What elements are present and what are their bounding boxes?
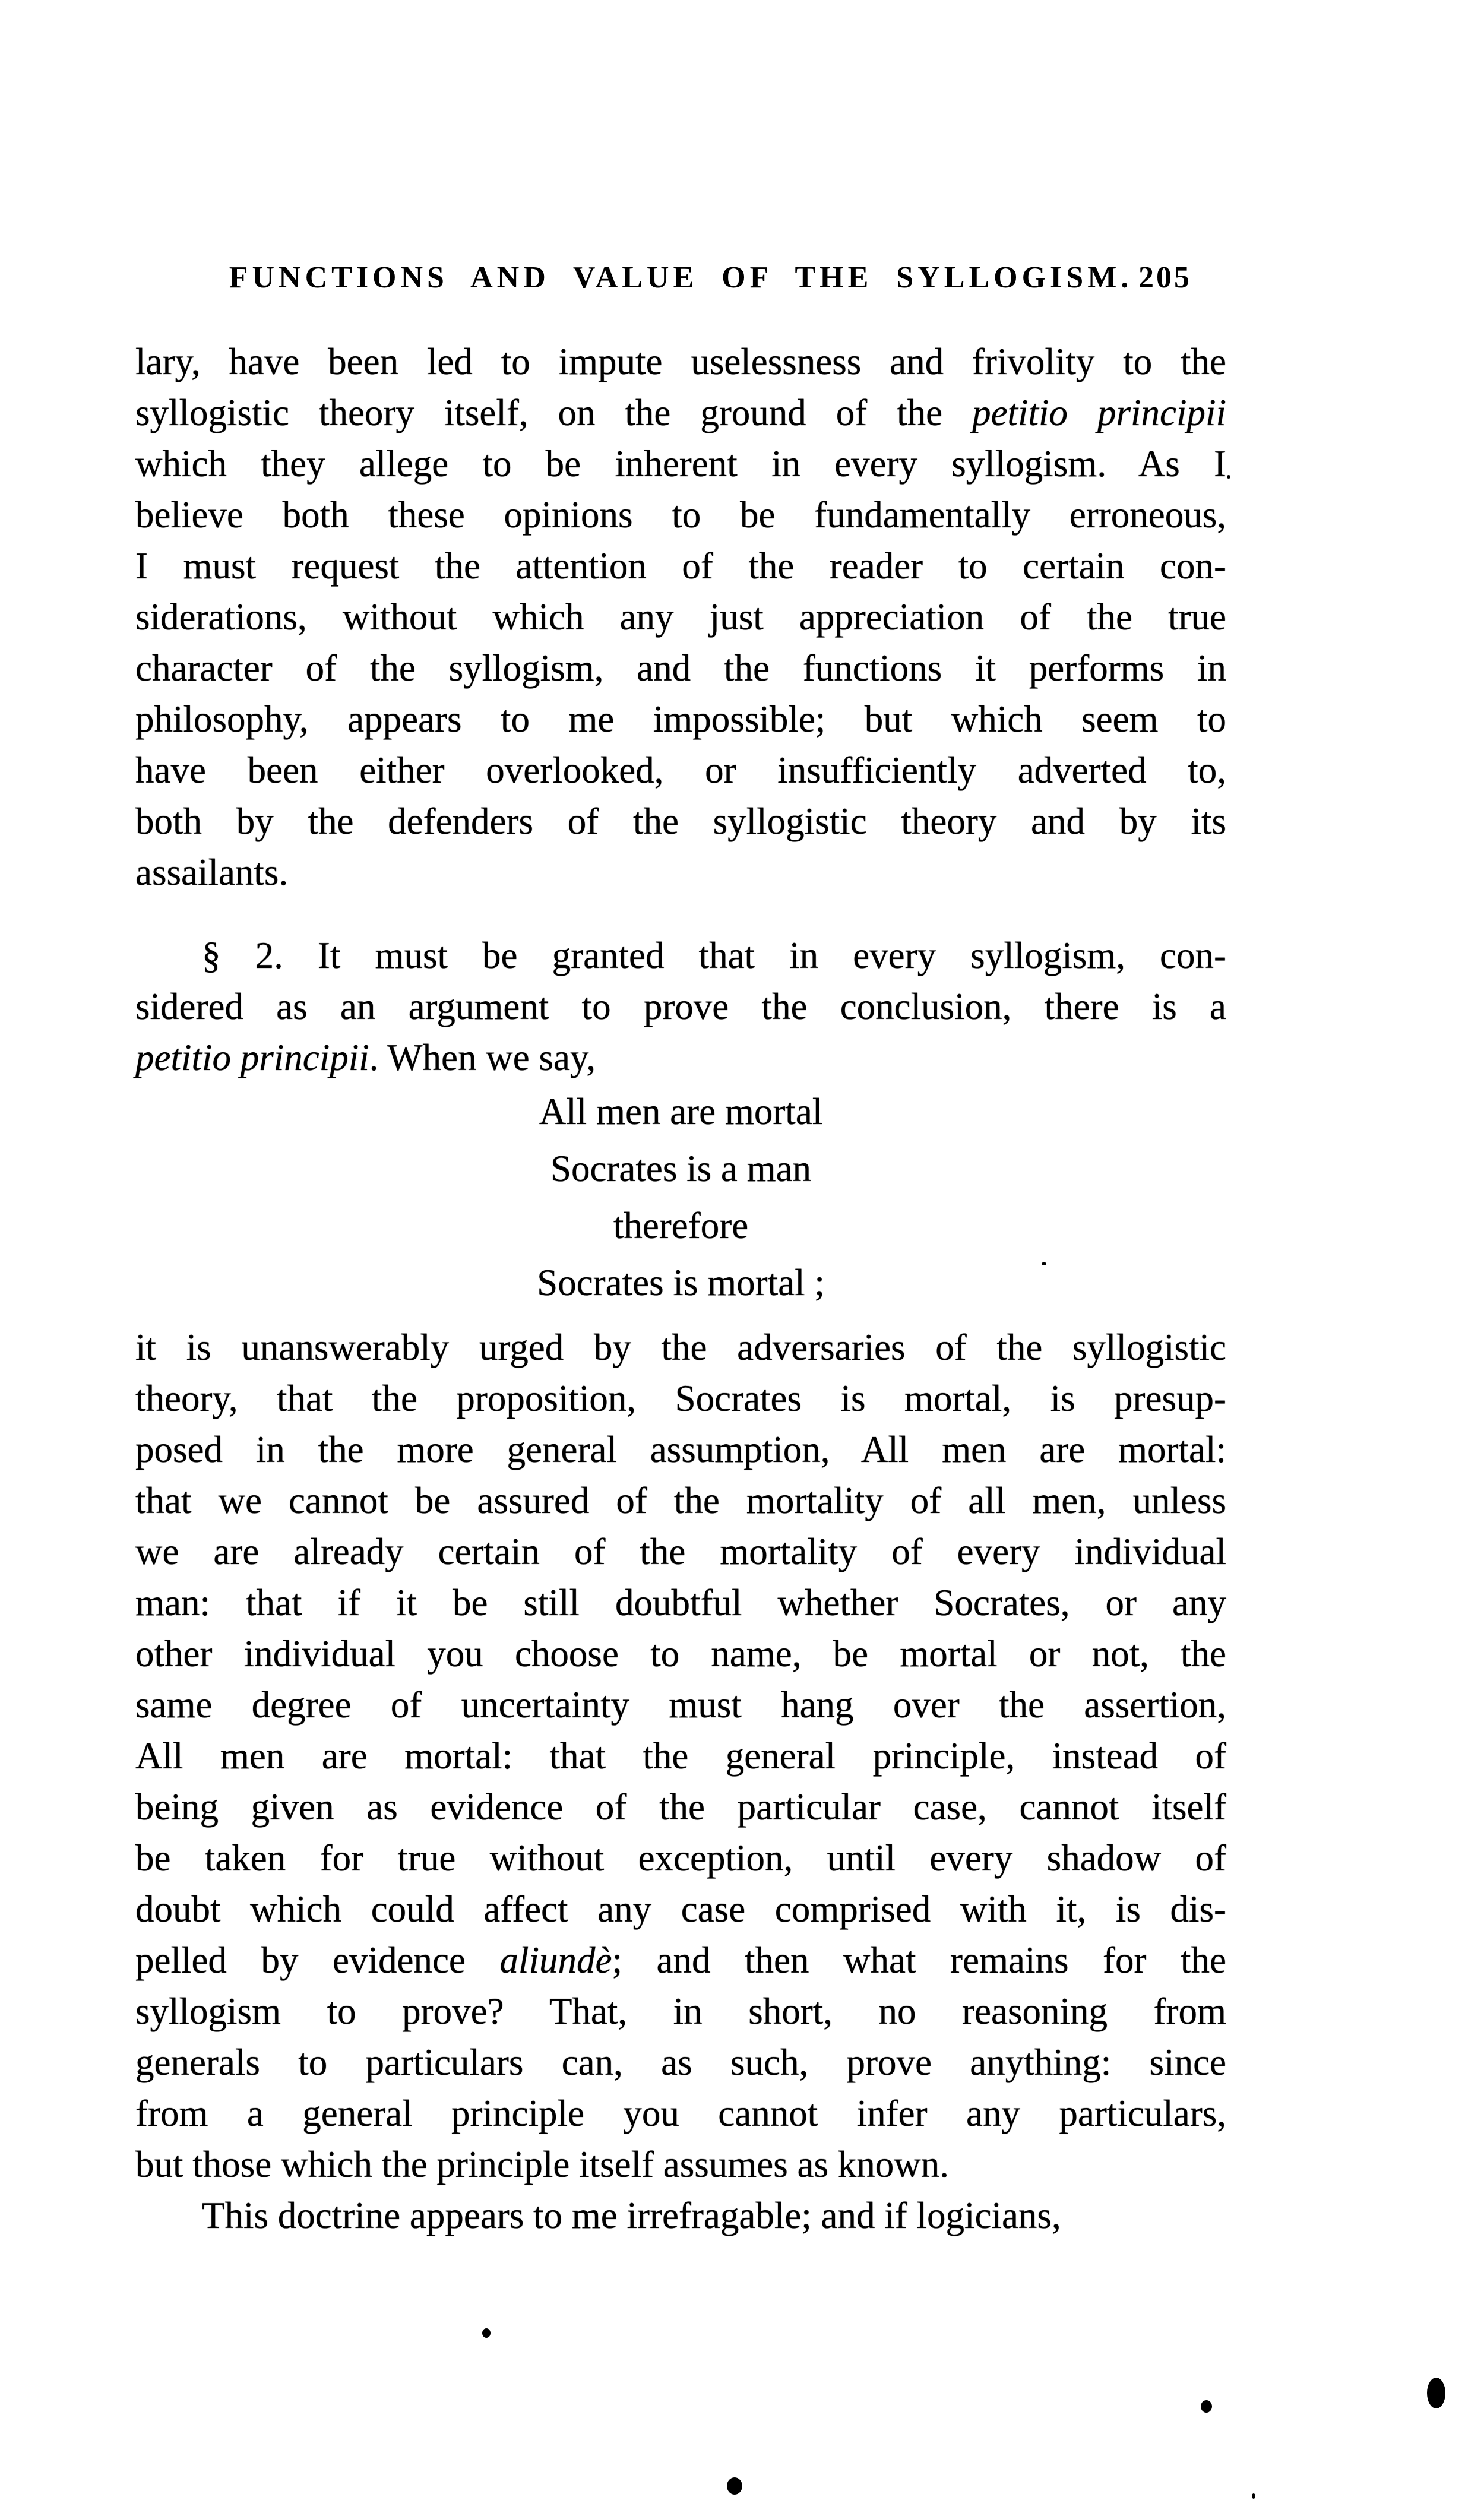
text-line: it is unanswerably urged by the adversaries of the syllogistic — [135, 1327, 1226, 1368]
text-line: assailants. — [135, 852, 289, 893]
text-line: doubt which could affect any case comprised with it, is dis- — [135, 1888, 1226, 1930]
text-line: theory, that the proposition, Socrates is mortal, is presup- — [135, 1378, 1226, 1419]
text-line: philosophy, appears to me impossible; but which seem to — [135, 698, 1226, 740]
text-line: § 2. It must be granted that in every syllogism, con- — [202, 935, 1226, 976]
text-line: therefore — [613, 1205, 749, 1246]
text-line: Socrates is mortal ; — [537, 1262, 825, 1303]
text-line: petitio principii. When we say, — [135, 1037, 596, 1078]
text-line: being given as evidence of the particular case, cannot itself — [135, 1786, 1226, 1828]
text-line: All men are mortal: that the general principle, instead of — [135, 1735, 1226, 1777]
text-line: both by the defenders of the syllogistic theory and by its — [135, 800, 1226, 842]
ink-speck — [1227, 475, 1230, 479]
text-line: same degree of uncertainty must hang over the assertion, — [135, 1684, 1226, 1726]
paragraph-p1 — [135, 336, 1226, 898]
text-line: have been either overlooked, or insufficiently adverted to, — [135, 749, 1226, 791]
text-line: generals to particulars can, as such, prove anything: since — [135, 2042, 1226, 2083]
text-line: This doctrine appears to me irrefragable; and if logicians, — [202, 2195, 1061, 2236]
text-line: be taken for true without exception, until every shadow of — [135, 1837, 1226, 1879]
text-line: believe both these opinions to be fundamentally erroneous, — [135, 494, 1226, 536]
text-line: we are already certain of the mortality of every individual — [135, 1531, 1226, 1572]
ink-speck — [1252, 2493, 1255, 2499]
text-line: which they allege to be inherent in every syllogism. As I — [135, 443, 1226, 485]
text-line: man: that if it be still doubtful whether Socrates, or any — [135, 1582, 1226, 1623]
text-line: siderations, without which any just appreciation of the true — [135, 596, 1226, 638]
text-line: pelled by evidence aliundè; and then what remains for the — [135, 1939, 1226, 1981]
text-line: from a general principle you cannot infer any particulars, — [135, 2093, 1226, 2134]
text-line: posed in the more general assumption, All men are mortal: — [135, 1429, 1226, 1470]
text-line: that we cannot be assured of the mortality of all men, unless — [135, 1480, 1226, 1521]
running-header — [135, 260, 1226, 295]
ink-speck — [1201, 2400, 1212, 2413]
text-line: All men are mortal — [539, 1091, 823, 1132]
text-line: but those which the principle itself assumes as known. — [135, 2144, 950, 2185]
text-line: lary, have been led to impute uselessness and frivolity to the — [135, 341, 1226, 382]
text-line: I must request the attention of the reader to certain con- — [135, 545, 1226, 587]
text-line: Socrates is a man — [550, 1148, 812, 1189]
ink-speck — [482, 2328, 491, 2338]
ink-speck — [1427, 2378, 1445, 2408]
page-number: 205 — [1138, 261, 1192, 295]
paragraph-p2 — [135, 930, 1226, 1083]
text-line: other individual you choose to name, be mortal or not, the — [135, 1633, 1226, 1675]
paragraph-p3 — [135, 1322, 1226, 2190]
text-line: syllogism to prove? That, in short, no reasoning from — [135, 1990, 1226, 2032]
paragraph-p4 — [135, 2190, 1226, 2241]
text-line: sidered as an argument to prove the conclusion, there is a — [135, 986, 1226, 1027]
text-line: syllogistic theory itself, on the ground of the petitio principii — [135, 392, 1226, 433]
ink-speck — [727, 2477, 742, 2495]
paragraph-quote — [135, 1083, 1226, 1311]
text-line: character of the syllogism, and the functions it performs in — [135, 647, 1226, 689]
ink-speck — [1042, 1262, 1046, 1265]
running-header-title: FUNCTIONS AND VALUE OF THE SYLLOGISM. — [229, 261, 1133, 295]
